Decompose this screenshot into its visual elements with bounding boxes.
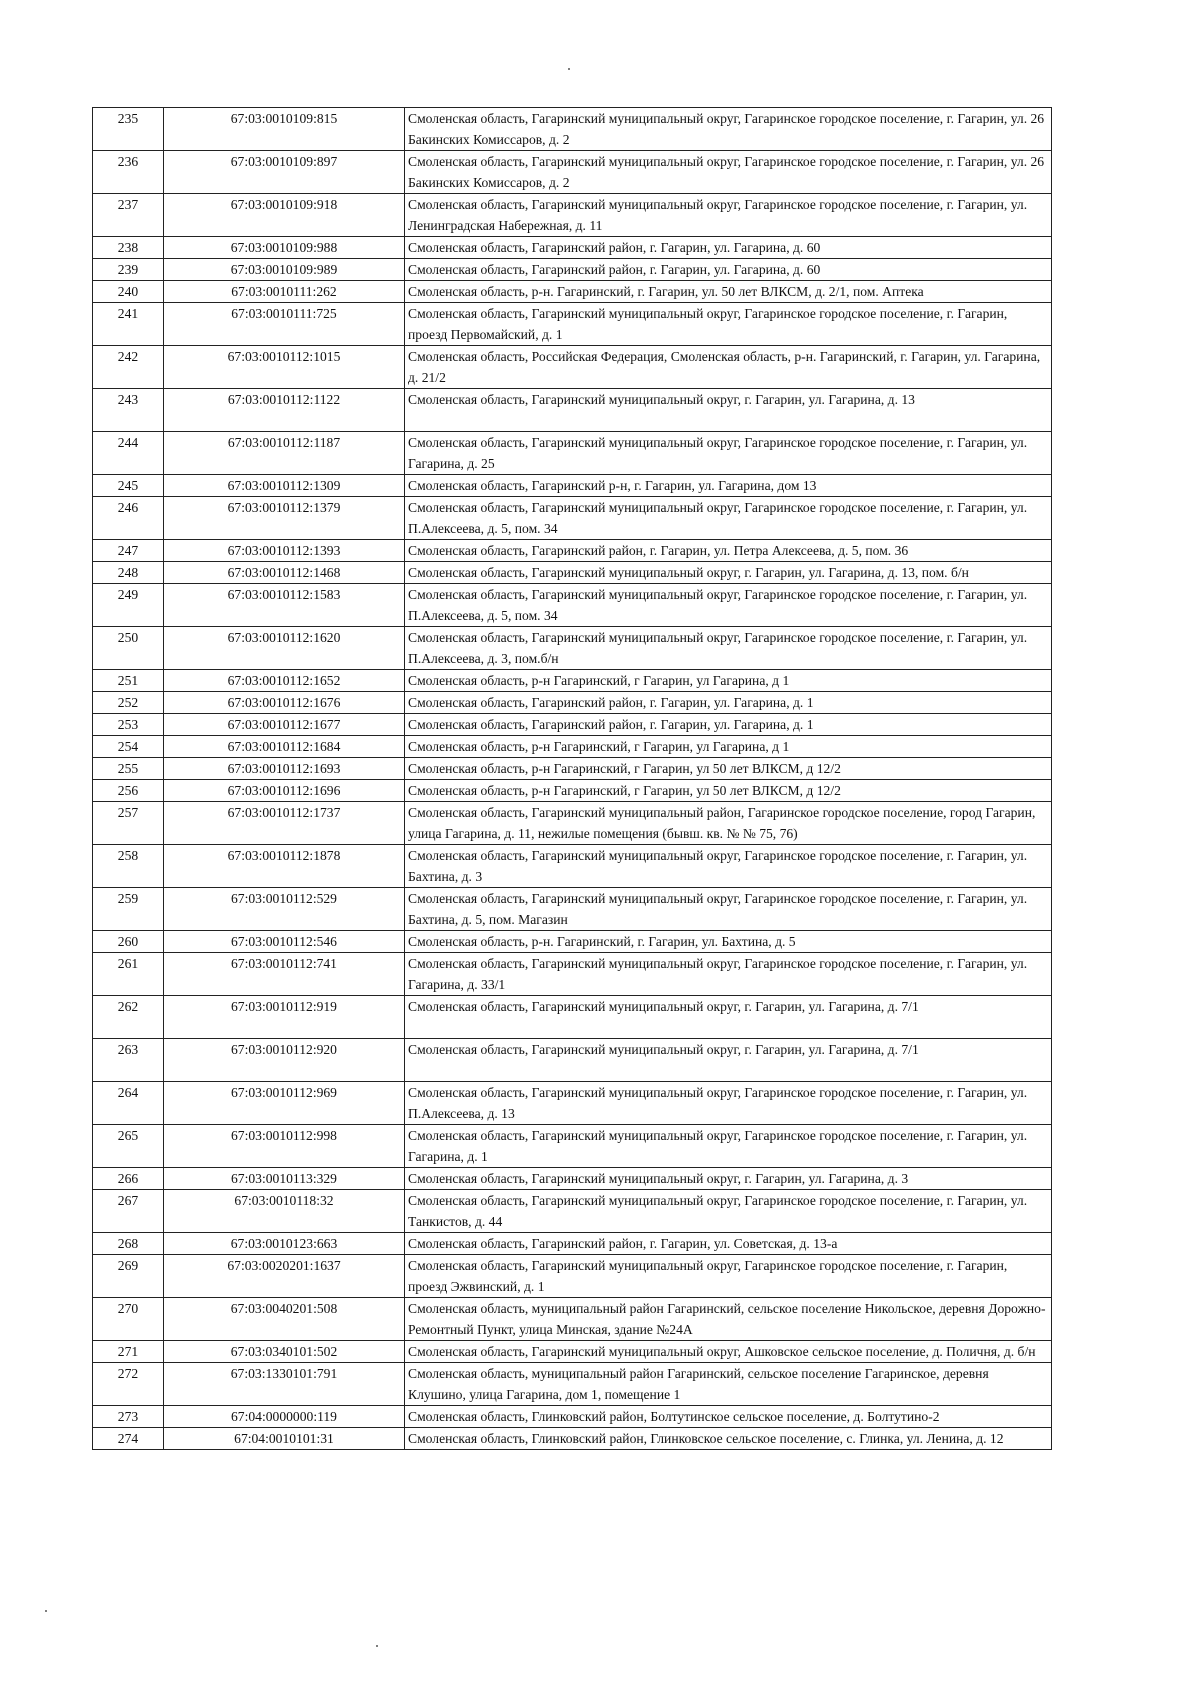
- document-page: [92, 107, 1052, 1450]
- table-row: [93, 497, 1052, 540]
- row-number: 246: [93, 497, 164, 540]
- row-number: 271: [93, 1341, 164, 1363]
- address: Смоленская область, Гагаринский муниципальный округ, Гагаринское городское поселение, г. Гагарин, ул. Бахтина, д. 5, пом. Магазин: [405, 888, 1052, 931]
- table-row: [93, 259, 1052, 281]
- address: Смоленская область, Гагаринский муниципальный округ, Гагаринское городское поселение, г. Гагарин, ул. П.Алексеева, д. 13: [405, 1082, 1052, 1125]
- address: Смоленская область, Гагаринский муниципальный округ, г. Гагарин, ул. Гагарина, д. 13, пом. б/н: [405, 562, 1052, 584]
- table-row: [93, 1363, 1052, 1406]
- cadastral-number: 67:03:0010109:918: [164, 194, 405, 237]
- address: Смоленская область, Гагаринский муниципальный округ, г. Гагарин, ул. Гагарина, д. 3: [405, 1168, 1052, 1190]
- cadastral-number: 67:03:0040201:508: [164, 1298, 405, 1341]
- table-row: [93, 1125, 1052, 1168]
- cadastral-number: 67:03:0010112:1122: [164, 389, 405, 432]
- row-number: 253: [93, 714, 164, 736]
- registry-body: [93, 108, 1052, 1450]
- address: Смоленская область, Гагаринский муниципальный округ, Гагаринское городское поселение, г. Гагарин, ул. Гагарина, д. 25: [405, 432, 1052, 475]
- table-row: [93, 1428, 1052, 1450]
- address: Смоленская область, р-н. Гагаринский, г. Гагарин, ул. Бахтина, д. 5: [405, 931, 1052, 953]
- cadastral-number: 67:03:0010123:663: [164, 1233, 405, 1255]
- cadastral-number: 67:03:0010112:1677: [164, 714, 405, 736]
- row-number: 248: [93, 562, 164, 584]
- cadastral-number: 67:03:0010112:1693: [164, 758, 405, 780]
- table-row: [93, 346, 1052, 389]
- table-row: [93, 1255, 1052, 1298]
- row-number: 260: [93, 931, 164, 953]
- table-row: [93, 736, 1052, 758]
- cadastral-number: 67:03:0010112:1393: [164, 540, 405, 562]
- cadastral-number: 67:03:0010112:1652: [164, 670, 405, 692]
- row-number: 243: [93, 389, 164, 432]
- address: Смоленская область, Гагаринский муниципальный округ, Гагаринское городское поселение, г. Гагарин, ул. П.Алексеева, д. 5, пом. 34: [405, 497, 1052, 540]
- table-row: [93, 692, 1052, 714]
- address: Смоленская область, Гагаринский муниципальный округ, Гагаринское городское поселение, г. Гагарин, ул. Гагарина, д. 1: [405, 1125, 1052, 1168]
- row-number: 245: [93, 475, 164, 497]
- cadastral-number: 67:03:0010112:1468: [164, 562, 405, 584]
- table-row: [93, 432, 1052, 475]
- cadastral-number: 67:03:0010112:1187: [164, 432, 405, 475]
- address: Смоленская область, Гагаринский муниципальный округ, Гагаринское городское поселение, г. Гагарин, ул. Гагарина, д. 33/1: [405, 953, 1052, 996]
- row-number: 263: [93, 1039, 164, 1082]
- cadastral-number: 67:03:0010111:725: [164, 303, 405, 346]
- row-number: 242: [93, 346, 164, 389]
- table-row: [93, 670, 1052, 692]
- row-number: 267: [93, 1190, 164, 1233]
- address: Смоленская область, Гагаринский муниципальный округ, Гагаринское городское поселение, г. Гагарин, ул. П.Алексеева, д. 3, пом.б/н: [405, 627, 1052, 670]
- address: Смоленская область, Гагаринский муниципальный округ, г. Гагарин, ул. Гагарина, д. 7/1: [405, 1039, 1052, 1082]
- table-row: [93, 151, 1052, 194]
- row-number: 241: [93, 303, 164, 346]
- cadastral-number: 67:03:0010113:329: [164, 1168, 405, 1190]
- row-number: 259: [93, 888, 164, 931]
- row-number: 262: [93, 996, 164, 1039]
- address: Смоленская область, Гагаринский район, г. Гагарин, ул. Петра Алексеева, д. 5, пом. 36: [405, 540, 1052, 562]
- table-row: [93, 237, 1052, 259]
- cadastral-number: 67:03:0340101:502: [164, 1341, 405, 1363]
- row-number: 249: [93, 584, 164, 627]
- row-number: 274: [93, 1428, 164, 1450]
- table-row: [93, 562, 1052, 584]
- address: Смоленская область, Гагаринский район, г. Гагарин, ул. Гагарина, д. 1: [405, 692, 1052, 714]
- row-number: 244: [93, 432, 164, 475]
- row-number: 251: [93, 670, 164, 692]
- table-row: [93, 584, 1052, 627]
- address: Смоленская область, Гагаринский муниципальный округ, Гагаринское городское поселение, г. Гагарин, проезд Первомайский, д. 1: [405, 303, 1052, 346]
- address: Смоленская область, Гагаринский муниципальный округ, Гагаринское городское поселение, г. Гагарин, проезд Эжвинский, д. 1: [405, 1255, 1052, 1298]
- address: Смоленская область, Гагаринский район, г. Гагарин, ул. Гагарина, д. 1: [405, 714, 1052, 736]
- table-row: [93, 931, 1052, 953]
- address: Смоленская область, Гагаринский муниципальный округ, Гагаринское городское поселение, г. Гагарин, ул. 26 Бакинских Комиссаров, д. 2: [405, 151, 1052, 194]
- row-number: 257: [93, 802, 164, 845]
- table-row: [93, 1082, 1052, 1125]
- cadastral-number: 67:03:0010109:989: [164, 259, 405, 281]
- cadastral-number: 67:03:0010112:1684: [164, 736, 405, 758]
- table-row: [93, 758, 1052, 780]
- row-number: 239: [93, 259, 164, 281]
- address: Смоленская область, Глинковский район, Глинковское сельское поселение, с. Глинка, ул. Ленина, д. 12: [405, 1428, 1052, 1450]
- row-number: 273: [93, 1406, 164, 1428]
- cadastral-number: 67:03:0010118:32: [164, 1190, 405, 1233]
- row-number: 265: [93, 1125, 164, 1168]
- address: Смоленская область, Гагаринский район, г. Гагарин, ул. Гагарина, д. 60: [405, 259, 1052, 281]
- table-row: [93, 714, 1052, 736]
- table-row: [93, 1168, 1052, 1190]
- cadastral-number: 67:03:0010112:1379: [164, 497, 405, 540]
- cadastral-number: 67:03:0010112:1696: [164, 780, 405, 802]
- table-row: [93, 1298, 1052, 1341]
- cadastral-number: 67:03:0010112:920: [164, 1039, 405, 1082]
- address: Смоленская область, Российская Федерация, Смоленская область, р-н. Гагаринский, г. Гагарин, ул. Гагарина, д. 21/2: [405, 346, 1052, 389]
- row-number: 266: [93, 1168, 164, 1190]
- cadastral-number: 67:03:0010112:529: [164, 888, 405, 931]
- cadastral-number: 67:03:0010112:1737: [164, 802, 405, 845]
- cadastral-number: 67:03:0010112:1676: [164, 692, 405, 714]
- table-row: [93, 1039, 1052, 1082]
- address: Смоленская область, Глинковский район, Болтутинское сельское поселение, д. Болтутино-2: [405, 1406, 1052, 1428]
- address: Смоленская область, р-н Гагаринский, г Гагарин, ул Гагарина, д 1: [405, 670, 1052, 692]
- row-number: 254: [93, 736, 164, 758]
- address: Смоленская область, Гагаринский муниципальный округ, Гагаринское городское поселение, г. Гагарин, ул. П.Алексеева, д. 5, пом. 34: [405, 584, 1052, 627]
- address: Смоленская область, Гагаринский муниципальный округ, Ашковское сельское поселение, д. Поличня, д. б/н: [405, 1341, 1052, 1363]
- cadastral-number: 67:03:0010112:741: [164, 953, 405, 996]
- cadastral-number: 67:03:0010109:988: [164, 237, 405, 259]
- row-number: 264: [93, 1082, 164, 1125]
- row-number: 268: [93, 1233, 164, 1255]
- table-row: [93, 888, 1052, 931]
- cadastral-number: 67:03:0020201:1637: [164, 1255, 405, 1298]
- address: Смоленская область, Гагаринский муниципальный район, Гагаринское городское поселение, город Гагарин, улица Гагарина, д. 11, нежилые помещения (бывш. кв. № № 75, 76): [405, 802, 1052, 845]
- row-number: 258: [93, 845, 164, 888]
- scan-speck-left: [45, 1610, 47, 1612]
- table-row: [93, 540, 1052, 562]
- table-row: [93, 1233, 1052, 1255]
- row-number: 269: [93, 1255, 164, 1298]
- table-row: [93, 996, 1052, 1039]
- address: Смоленская область, р-н Гагаринский, г Гагарин, ул Гагарина, д 1: [405, 736, 1052, 758]
- cadastral-number: 67:03:0010112:1620: [164, 627, 405, 670]
- row-number: 235: [93, 108, 164, 151]
- row-number: 236: [93, 151, 164, 194]
- table-row: [93, 627, 1052, 670]
- cadastral-number: 67:03:0010112:1015: [164, 346, 405, 389]
- address: Смоленская область, р-н Гагаринский, г Гагарин, ул 50 лет ВЛКСМ, д 12/2: [405, 758, 1052, 780]
- address: Смоленская область, Гагаринский муниципальный округ, Гагаринское городское поселение, г. Гагарин, ул. Танкистов, д. 44: [405, 1190, 1052, 1233]
- address: Смоленская область, Гагаринский район, г. Гагарин, ул. Советская, д. 13-а: [405, 1233, 1052, 1255]
- table-row: [93, 780, 1052, 802]
- table-row: [93, 1341, 1052, 1363]
- table-row: [93, 1190, 1052, 1233]
- row-number: 256: [93, 780, 164, 802]
- row-number: 252: [93, 692, 164, 714]
- cadastral-number: 67:04:0010101:31: [164, 1428, 405, 1450]
- cadastral-number: 67:03:0010112:919: [164, 996, 405, 1039]
- cadastral-number: 67:03:0010112:998: [164, 1125, 405, 1168]
- row-number: 255: [93, 758, 164, 780]
- row-number: 240: [93, 281, 164, 303]
- address: Смоленская область, Гагаринский район, г. Гагарин, ул. Гагарина, д. 60: [405, 237, 1052, 259]
- address: Смоленская область, Гагаринский муниципальный округ, Гагаринское городское поселение, г. Гагарин, ул. Ленинградская Набережная, д. 11: [405, 194, 1052, 237]
- row-number: 261: [93, 953, 164, 996]
- cadastral-number: 67:03:1330101:791: [164, 1363, 405, 1406]
- cadastral-number: 67:03:0010111:262: [164, 281, 405, 303]
- table-row: [93, 802, 1052, 845]
- cadastral-number: 67:03:0010112:546: [164, 931, 405, 953]
- cadastral-number: 67:03:0010109:897: [164, 151, 405, 194]
- scan-speck-bottom: [376, 1645, 378, 1647]
- address: Смоленская область, Гагаринский муниципальный округ, г. Гагарин, ул. Гагарина, д. 13: [405, 389, 1052, 432]
- address: Смоленская область, Гагаринский муниципальный округ, Гагаринское городское поселение, г. Гагарин, ул. 26 Бакинских Комиссаров, д. 2: [405, 108, 1052, 151]
- row-number: 272: [93, 1363, 164, 1406]
- table-row: [93, 281, 1052, 303]
- row-number: 238: [93, 237, 164, 259]
- row-number: 270: [93, 1298, 164, 1341]
- cadastral-number: 67:04:0000000:119: [164, 1406, 405, 1428]
- row-number: 247: [93, 540, 164, 562]
- table-row: [93, 303, 1052, 346]
- address: Смоленская область, Гагаринский муниципальный округ, г. Гагарин, ул. Гагарина, д. 7/1: [405, 996, 1052, 1039]
- table-row: [93, 1406, 1052, 1428]
- cadastral-number: 67:03:0010109:815: [164, 108, 405, 151]
- address: Смоленская область, Гагаринский муниципальный округ, Гагаринское городское поселение, г. Гагарин, ул. Бахтина, д. 3: [405, 845, 1052, 888]
- row-number: 250: [93, 627, 164, 670]
- scan-speck-top: [568, 68, 570, 70]
- table-row: [93, 194, 1052, 237]
- table-row: [93, 953, 1052, 996]
- address: Смоленская область, Гагаринский р-н, г. Гагарин, ул. Гагарина, дом 13: [405, 475, 1052, 497]
- property-registry-table: [92, 107, 1052, 1450]
- table-row: [93, 845, 1052, 888]
- address: Смоленская область, р-н Гагаринский, г Гагарин, ул 50 лет ВЛКСМ, д 12/2: [405, 780, 1052, 802]
- table-row: [93, 389, 1052, 432]
- table-row: [93, 475, 1052, 497]
- row-number: 237: [93, 194, 164, 237]
- cadastral-number: 67:03:0010112:1583: [164, 584, 405, 627]
- address: Смоленская область, р-н. Гагаринский, г. Гагарин, ул. 50 лет ВЛКСМ, д. 2/1, пом. Аптека: [405, 281, 1052, 303]
- cadastral-number: 67:03:0010112:1878: [164, 845, 405, 888]
- address: Смоленская область, муниципальный район Гагаринский, сельское поселение Гагаринское, деревня Клушино, улица Гагарина, дом 1, помещение 1: [405, 1363, 1052, 1406]
- address: Смоленская область, муниципальный район Гагаринский, сельское поселение Никольское, деревня Дорожно-Ремонтный Пункт, улица Минская, здание №24А: [405, 1298, 1052, 1341]
- table-row: [93, 108, 1052, 151]
- cadastral-number: 67:03:0010112:969: [164, 1082, 405, 1125]
- cadastral-number: 67:03:0010112:1309: [164, 475, 405, 497]
